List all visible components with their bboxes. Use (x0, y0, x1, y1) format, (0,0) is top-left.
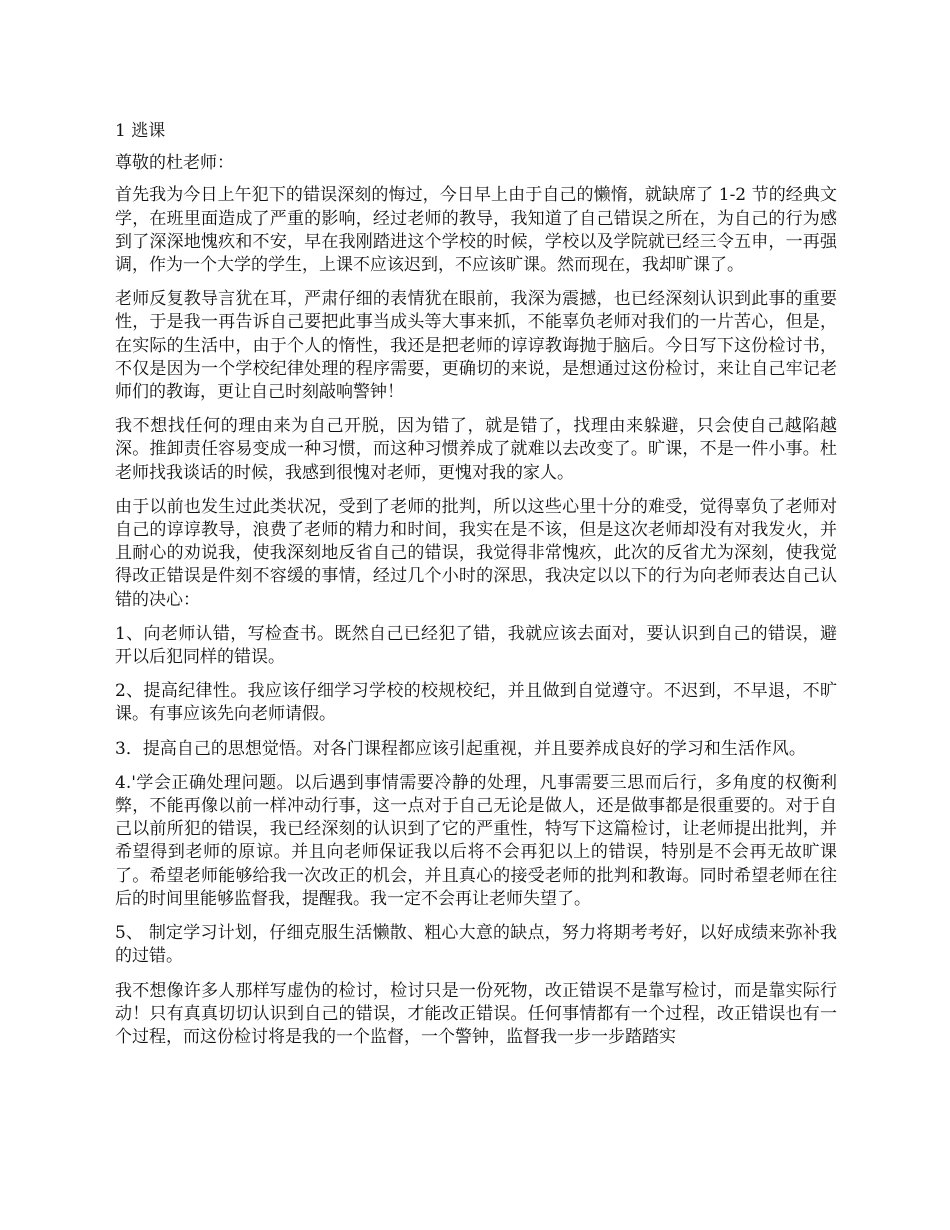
body-paragraph: 由于以前也发生过此类状况，受到了老师的批判，所以这些心里十分的难受，觉得辜负了老师对自己的谆谆教导，浪费了老师的精力和时间，我实在是不该，但是这次老师却没有对我发火，并且耐心的劝说我，使我深刻地反省自己的错误，我觉得非常愧疚，此次的反省尤为深刻，使我觉得改正错误是件刻不容缓的事情，经过几个小时的深思，我决定以以下的行为向老师表达自己认错的决心： (115, 496, 837, 610)
list-item-1: 1、向老师认错，写检查书。既然自己已经犯了错，我就应该去面对，要认识到自己的错误，避开以后犯同样的错误。 (115, 623, 837, 668)
document-page (115, 120, 837, 1060)
list-item-4: 4.'学会正确处理问题。以后遇到事情需要冷静的处理，凡事需要三思而后行，多角度的权衡利弊，不能再像以前一样冲动行事，这一点对于自己无论是做人，还是做事都是很重要的。对于自己以前所犯的错误，我已经深刻的认识到了它的严重性，特写下这篇检讨，让老师提出批判，并希望得到老师的原谅。并且向老师保证我以后将不会再犯以上的错误，特别是不会再无故旷课了。希望老师能够给我一次改正的机会，并且真心的接受老师的批判和教诲。同时希望老师在往后的时间里能够监督我，提醒我。我一定不会再让老师失望了。 (115, 772, 837, 909)
body-paragraph: 我不想像许多人那样写虚伪的检讨，检讨只是一份死物，改正错误不是靠写检讨，而是靠实际行动！只有真真切切认识到自己的错误，才能改正错误。任何事情都有一个过程，改正错误也有一个过程，而这份检讨将是我的一个监督，一个警钟，监督我一步一步踏踏实 (115, 980, 837, 1047)
body-paragraph: 我不想找任何的理由来为自己开脱，因为错了，就是错了，找理由来躲避，只会使自己越陷越深。推卸责任容易变成一种习惯，而这种习惯养成了就难以去改变了。旷课，不是一件小事。杜老师找我谈话的时候，我感到很愧对老师，更愧对我的家人。 (115, 416, 837, 483)
body-paragraph: 老师反复教导言犹在耳，严肃仔细的表情犹在眼前，我深为震撼，也已经深刻认识到此事的重要性，于是我一再告诉自己要把此事当成头等大事来抓，不能辜负老师对我们的一片苦心，但是，在实际的生活中，由于个人的惰性，我还是把老师的谆谆教诲抛于脑后。今日写下这份检讨书，不仅是因为一个学校纪律处理的程序需要，更确切的来说，是想通过这份检讨，来让自己牢记老师们的教诲，更让自己时刻敲响警钟！ (115, 289, 837, 403)
list-item-5: 5、 制定学习计划，仔细克服生活懒散、粗心大意的缺点，努力将期考考好，以好成绩来弥补我的过错。 (115, 923, 837, 967)
list-item-3: 3．提高自己的思想觉悟。对各门课程都应该引起重视，并且要养成良好的学习和生活作风。 (115, 738, 806, 759)
body-paragraph: 首先我为今日上午犯下的错误深刻的悔过，今日早上由于自己的懒惰，就缺席了 1-2 节的经典文学，在班里面造成了严重的影响，经过老师的教导，我知道了自己错误之所在，为自己的行为感到了深深地愧疚和不安，早在我刚踏进这个学校的时候，学校以及学院就已经三令五申，一再强调，作为一个大学的学生，上课不应该迟到，不应该旷课。然而现在，我却旷课了。 (115, 185, 837, 276)
list-item-2: 2、提高纪律性。我应该仔细学习学校的校规校纪，并且做到自觉遵守。不迟到，不早退，不旷课。有事应该先向老师请假。 (115, 681, 837, 725)
document-heading: 1 逃课 (115, 121, 166, 141)
letter-salutation: 尊敬的杜老师： (115, 153, 234, 174)
